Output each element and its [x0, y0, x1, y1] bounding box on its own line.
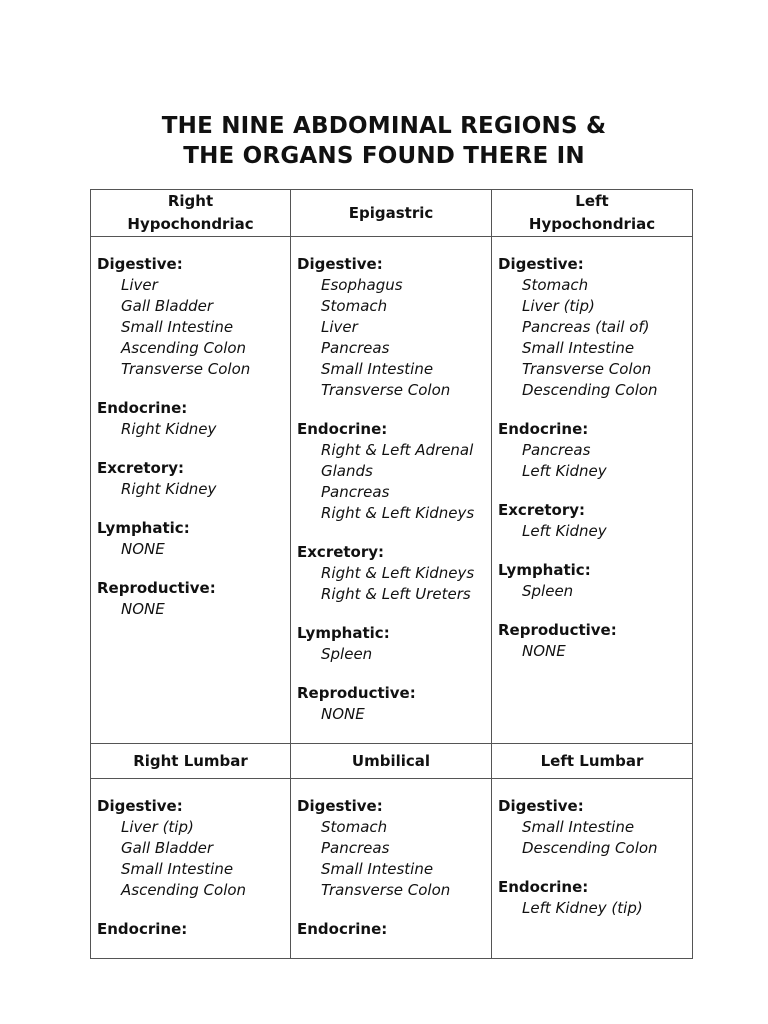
organ-item: Right & Left Adrenal Glands [321, 441, 474, 480]
organ-item: Transverse Colon [522, 360, 652, 378]
region-header [492, 190, 693, 237]
organ-item: Spleen [522, 582, 574, 600]
organ-item: Right & Left Kidneys [321, 564, 475, 582]
organ-item: NONE [522, 642, 566, 660]
organ-system-group [97, 578, 284, 620]
region-organs-row [91, 237, 693, 744]
organ-item: Ascending Colon [121, 881, 247, 899]
organ-item: Small Intestine [522, 339, 635, 357]
organ-system-label: Excretory: [297, 543, 385, 561]
organ-item: Small Intestine [522, 818, 635, 836]
organ-item: Liver (tip) [522, 297, 595, 315]
title-line: THE ORGANS FOUND THERE IN [183, 143, 585, 169]
region-header-row [91, 190, 693, 237]
organ-item: Left Kidney (tip) [522, 899, 643, 917]
organ-item: NONE [121, 600, 165, 618]
organ-item: Small Intestine [121, 860, 234, 878]
organ-system-label: Digestive: [297, 255, 383, 273]
organ-system-label: Digestive: [97, 797, 183, 815]
organ-system-label: Endocrine: [498, 420, 589, 438]
organ-item: Descending Colon [522, 839, 658, 857]
organ-item: Right Kidney [121, 480, 217, 498]
organ-system-group [97, 398, 284, 440]
region-organs-cell [291, 237, 492, 744]
organ-item: Liver [321, 318, 358, 336]
organ-item: Left Kidney [522, 462, 607, 480]
organ-item: Transverse Colon [321, 381, 451, 399]
region-name-line: Hypochondriac [528, 215, 656, 233]
region-organs-cell [91, 779, 291, 959]
organ-system-group [498, 419, 686, 482]
organ-item: Pancreas [321, 339, 390, 357]
organ-item: Transverse Colon [321, 881, 451, 899]
organ-system-group [97, 919, 284, 940]
region-organs-row [91, 779, 693, 959]
organ-item: Liver (tip) [121, 818, 194, 836]
organ-system-label: Digestive: [498, 797, 584, 815]
organ-item: Small Intestine [321, 860, 434, 878]
organ-system-label: Digestive: [297, 797, 383, 815]
organ-item: Esophagus [321, 276, 403, 294]
region-organs-cell [291, 779, 492, 959]
organ-item: Transverse Colon [121, 360, 251, 378]
organ-system-group [297, 542, 485, 605]
organ-system-group [297, 623, 485, 665]
organ-system-group [297, 254, 485, 401]
organ-item: NONE [121, 540, 165, 558]
organ-item: Ascending Colon [121, 339, 247, 357]
organ-item: Pancreas [321, 839, 390, 857]
region-organs-cell [91, 237, 291, 744]
organ-item: Left Kidney [522, 522, 607, 540]
region-organs-cell [492, 779, 693, 959]
organ-item: Spleen [321, 645, 373, 663]
organ-item: Pancreas [321, 483, 390, 501]
organ-system-group [97, 458, 284, 500]
organ-system-group [97, 518, 284, 560]
organ-item: Gall Bladder [121, 297, 214, 315]
region-name-line: Right Lumbar [133, 751, 248, 770]
organ-system-label: Endocrine: [97, 920, 188, 938]
region-name-line: Hypochondriac [127, 215, 254, 233]
organ-system-group [297, 796, 485, 901]
organ-item: Pancreas [522, 441, 591, 459]
organ-system-label: Excretory: [97, 459, 185, 477]
organ-system-label: Reproductive: [297, 684, 416, 702]
organ-system-label: Lymphatic: [97, 519, 190, 537]
organ-item: Gall Bladder [121, 839, 214, 857]
organ-item: Liver [121, 276, 158, 294]
organ-item: Small Intestine [321, 360, 434, 378]
title-line: THE NINE ABDOMINAL REGIONS & [161, 113, 607, 139]
organ-system-label: Excretory: [498, 501, 586, 519]
organ-item: Right Kidney [121, 420, 217, 438]
organ-system-label: Endocrine: [498, 878, 589, 896]
region-header [291, 744, 492, 779]
organ-system-group [498, 254, 686, 401]
organ-item: Small Intestine [121, 318, 234, 336]
organ-system-label: Endocrine: [97, 399, 188, 417]
organ-system-label: Endocrine: [297, 920, 388, 938]
region-header [492, 744, 693, 779]
organ-system-label: Lymphatic: [297, 624, 390, 642]
regions-table [90, 189, 693, 959]
organ-system-label: Reproductive: [498, 621, 617, 639]
organ-item: Right & Left Kidneys [321, 504, 475, 522]
organ-system-group [297, 419, 485, 524]
organ-system-label: Endocrine: [297, 420, 388, 438]
region-organs-cell [492, 237, 693, 744]
organ-item: Descending Colon [522, 381, 658, 399]
organ-system-group [297, 683, 485, 725]
organ-system-group [498, 620, 686, 662]
region-header [91, 190, 291, 237]
organ-system-label: Digestive: [498, 255, 584, 273]
organ-system-group [97, 254, 284, 380]
organ-system-label: Lymphatic: [498, 561, 591, 579]
organ-item: Stomach [321, 818, 388, 836]
organ-system-group [498, 560, 686, 602]
region-name-line: Left [575, 192, 609, 210]
region-header [291, 190, 492, 237]
region-name-line: Umbilical [351, 751, 431, 770]
organ-system-group [297, 919, 485, 940]
organ-item: Stomach [522, 276, 589, 294]
region-name-line: Left Lumbar [540, 751, 644, 770]
organ-item: Pancreas (tail of) [522, 318, 650, 336]
organ-system-group [498, 877, 686, 919]
region-header-row [91, 744, 693, 779]
region-name-line: Right [167, 192, 214, 210]
organ-item: NONE [321, 705, 365, 723]
region-header [91, 744, 291, 779]
organ-system-group [498, 500, 686, 542]
organ-system-group [97, 796, 284, 901]
organ-system-label: Reproductive: [97, 579, 216, 597]
organ-item: Right & Left Ureters [321, 585, 471, 603]
document-title [0, 111, 768, 171]
organ-system-group [498, 796, 686, 859]
organ-system-label: Digestive: [97, 255, 183, 273]
organ-item: Stomach [321, 297, 388, 315]
region-name-line: Epigastric [348, 203, 434, 222]
